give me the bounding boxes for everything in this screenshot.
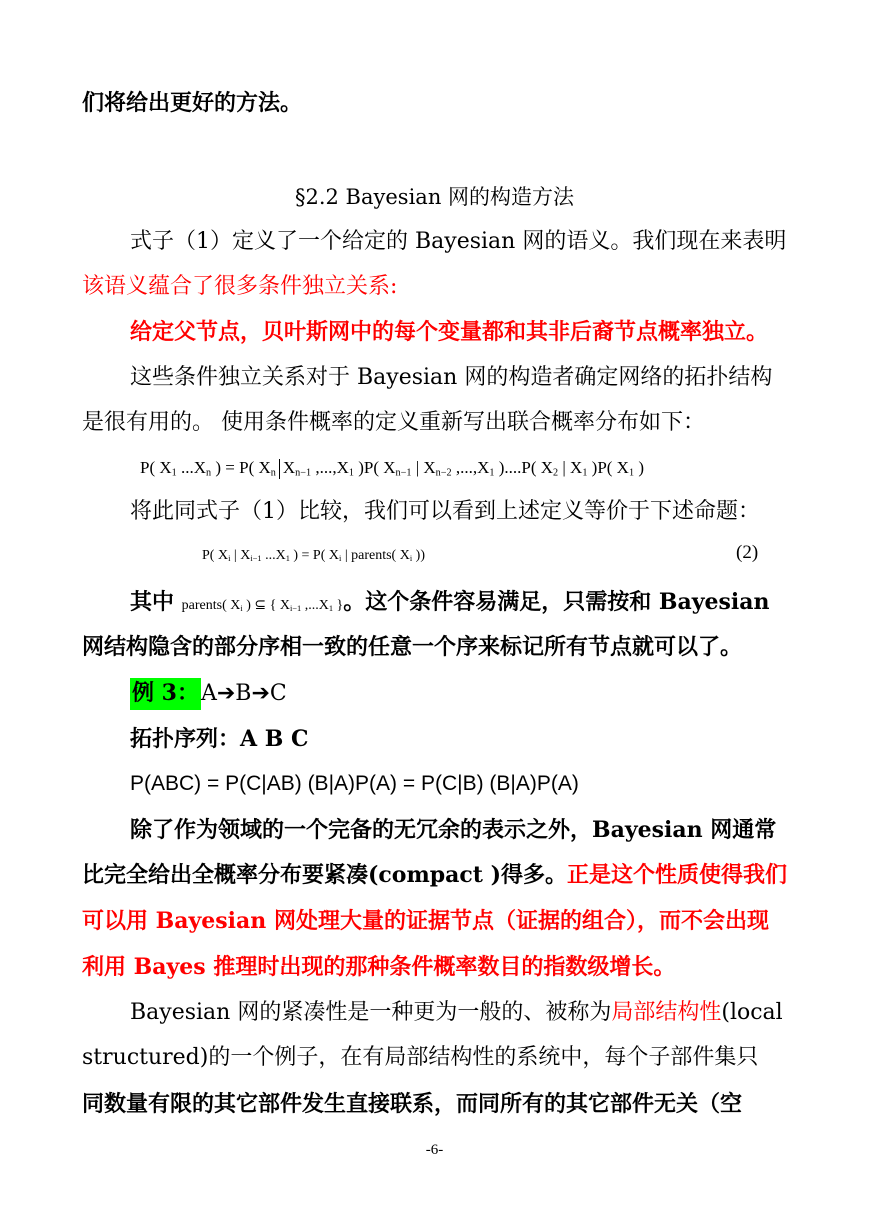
- bold-statement: 给定父节点，贝叶斯网中的每个变量都和其非后裔节点概率独立。: [130, 319, 769, 345]
- example-3: [130, 678, 287, 709]
- page-number: -6-: [425, 1142, 444, 1158]
- p4-line2: 网结构隐含的部分序相一致的任意一个序来标记所有节点就可以了。: [82, 634, 743, 660]
- example-chain: A➔B➔C: [200, 681, 287, 706]
- p5-line3: 可以用 Bayesian 网处理大量的证据节点（证据的组合），而不会出现: [82, 908, 769, 934]
- inline-formula: parents( $X_i$ ) ⊆ { $X_{i-1}$ $,...X_1$ }: [181, 598, 344, 614]
- p6-line2: structured)的一个例子，在有局部结构性的系统中，每个子部件集只: [82, 1045, 759, 1070]
- topological-order: 拓扑序列：A B C: [130, 726, 309, 752]
- formula-joint-probability: P( $X_1$ $...X_n$ ) = P( $X_n$ $X_{n-1}$ $,...,X_1$ )P( $X_{n-1}$ | $X_{n-2}$ $,...,X_1$ )....P( $X_2$ | $X_1$ )P( $X_1$ ): [140, 458, 644, 479]
- p6-line1: Bayesian 网的紧凑性是一种更为一般的、被称为局部结构性(local: [130, 1000, 783, 1025]
- p2-line2: 是很有用的。 使用条件概率的定义重新写出联合概率分布如下：: [82, 410, 705, 435]
- p2-line1: 这些条件独立关系对于 Bayesian 网的构造者确定网络的拓扑结构: [130, 365, 773, 390]
- formula-2: P( $X_i$ | $X_{i-1}$ $...X_1$ ) = P( $X_i$ | parents( $X_i$ )): [202, 548, 425, 564]
- p5-line2: 比完全给出全概率分布要紧凑(compact )得多。正是这个性质使得我们: [82, 862, 788, 888]
- p5-line1: 除了作为领域的一个完备的无冗余的表示之外，Bayesian 网通常: [130, 817, 777, 843]
- p1-line1: 式子（1）定义了一个给定的 Bayesian 网的语义。我们现在来表明: [130, 229, 787, 254]
- p1-line2: 该语义蕴合了很多条件独立关系:: [82, 274, 398, 299]
- p6-line3: 同数量有限的其它部件发生直接联系，而同所有的其它部件无关（空: [82, 1091, 743, 1117]
- conditional-bar: [279, 459, 280, 479]
- p5-line4: 利用 Bayes 推理时出现的那种条件概率数目的指数级增长。: [82, 954, 676, 980]
- p4-line1: 其中 parents( $X_i$ ) ⊆ { $X_{i-1}$ $,...X_1$ }。这个条件容易满足，只需按和 Bayesian: [130, 589, 770, 615]
- example-label: 例 3：: [130, 678, 201, 710]
- equation-number: (2): [736, 542, 759, 563]
- intro-continuation: 们将给出更好的方法。: [82, 90, 303, 116]
- example-equation: P(ABC) = P(C|AB) (B|A)P(A) = P(C|B) (B|A)P(A): [130, 772, 579, 795]
- section-heading: §2.2 Bayesian 网的构造方法: [294, 185, 575, 209]
- p3-line: 将此同式子（1）比较，我们可以看到上述定义等价于下述命题：: [130, 499, 760, 524]
